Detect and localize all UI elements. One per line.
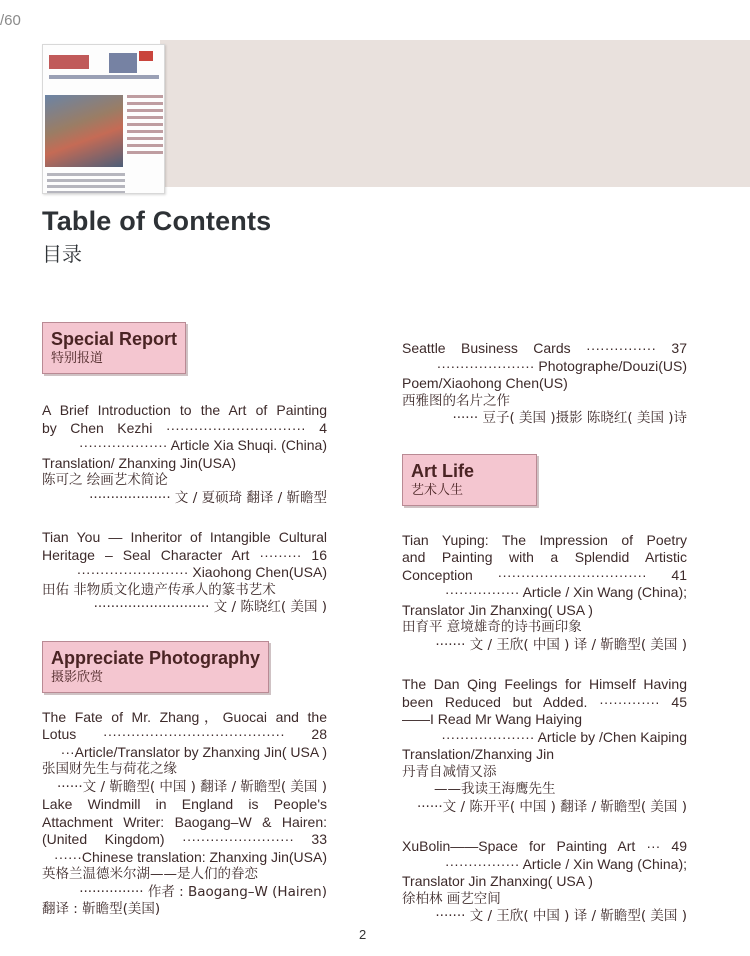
magazine-cover-thumbnail: [42, 44, 165, 194]
entry-subtitle-zh: ——我读王海鹰先生: [434, 781, 556, 797]
entry-author-zh: ··························· 文 / 陈晓红( 美国 ): [93, 599, 327, 615]
cover-subtitle-bar: [49, 75, 159, 79]
entry-author-zh: ······ 豆子( 美国 )摄影 陈晓红( 美国 )诗: [452, 410, 687, 426]
entry-author-zh: ··············· 作者 : Baogang–W (Hairen): [79, 883, 327, 900]
entry-author-line: ················ Article / Xin Wang (China);: [444, 855, 687, 872]
toc-entry-zhang-guocai[interactable]: [42, 709, 327, 919]
entry-author-zh: ··················· 文 / 夏硕琦 翻译 / 靳瞻型: [89, 489, 327, 506]
entry-translator-line: Translator Jin Zhanxing( USA ): [402, 873, 593, 889]
entry-subtitle-line: ——I Read Mr Wang Haiying: [402, 711, 582, 727]
entry-author-line: ···Article/Translator by Zhanxing Jin( USA ): [60, 743, 327, 760]
toc-entry-dan-qing-feelings[interactable]: [402, 676, 687, 816]
entry-title-zh: 陈可之 绘画艺术简论: [42, 472, 168, 488]
toc-entry-tian-you[interactable]: [42, 529, 327, 617]
right-column: [402, 340, 687, 948]
entry-translator-line: Translation/ Zhanxing Jin(USA): [42, 454, 237, 471]
toc-entry-seattle-business-cards[interactable]: [402, 340, 687, 428]
cover-footer-lines: [47, 173, 125, 194]
entry-title-line: Lotus ······································· 28: [42, 726, 327, 742]
cover-band: [160, 40, 750, 187]
section-label: Art Life: [411, 460, 474, 481]
page-number: 2: [359, 927, 367, 942]
entry-title-line: Tian You — Inheritor of Intangible Cultural: [42, 529, 327, 545]
entry-author-line: Poem/Xiaohong Chen(US): [402, 375, 568, 391]
flag-icon: [139, 51, 153, 61]
entry-author-line: ················ Article / Xin Wang (China);: [444, 584, 687, 600]
entry-title-line: by Chen Kezhi ······························ 4: [42, 419, 327, 436]
entry-title-line: The Fate of Mr. Zhang，Guocai and the: [42, 708, 327, 725]
page-title-zh: 目录: [42, 242, 82, 266]
cover-painting: [45, 95, 123, 167]
cover-logo: [49, 55, 89, 69]
section-label-zh: 艺术人生: [411, 482, 464, 498]
entry-author-line: ························ Xiaohong Chen(USA): [76, 564, 327, 580]
entry-translator-line: ······Chinese translation: Zhanxing Jin(USA): [53, 848, 327, 865]
entry-title-line: and Painting with a Splendid Artistic: [402, 549, 687, 565]
entry-translator-zh: 翻译 : 靳瞻型(美国): [42, 901, 161, 917]
section-label: Special Report: [51, 329, 178, 349]
entry-title-zh: 西雅图的名片之作: [402, 392, 510, 409]
entry-title-line: Conception ································ 41: [402, 566, 687, 583]
entry-title-zh: 田育平 意境雄奇的诗书画印象: [402, 619, 582, 635]
page-title: Table of Contents: [42, 206, 272, 236]
cover-contents-lines: [127, 95, 163, 158]
entry-title-line: Seattle Business Cards ··············· 37: [402, 340, 687, 356]
section-header-special-report: [42, 322, 186, 374]
entry-title-zh: 张国财先生与荷花之缘: [42, 761, 177, 777]
entry-title-zh: 丹青自减情又添: [402, 763, 497, 780]
entry-author-zh: ······· 文 / 王欣( 中国 ) 译 / 靳瞻型( 美国 ): [435, 636, 687, 653]
entry-author-line: ····················· Photographe/Douzi(US): [436, 357, 687, 374]
page-counter: /60: [0, 12, 21, 29]
section-label-zh: 摄影欣赏: [51, 669, 104, 685]
entry-title-line: Tian Yuping: The Impression of Poetry: [402, 531, 687, 548]
entry-translator-line: Translation/Zhanxing Jin: [402, 746, 555, 762]
toc-entry-tian-yuping[interactable]: [402, 532, 687, 655]
entry-title-line: been Reduced but Added. ············· 45: [402, 693, 687, 710]
entry-title-line: Lake Windmill in England is People's: [42, 796, 327, 812]
entry-title-line: XuBolin——Space for Painting Art ··· 49: [402, 838, 687, 854]
entry-author-zh: ······· 文 / 王欣( 中国 ) 译 / 靳瞻型( 美国 ): [435, 908, 687, 924]
entry-translator-line: Translator Jin Zhanxing( USA ): [402, 601, 593, 618]
toc-entry-xu-bolin[interactable]: [402, 838, 687, 926]
section-header-art-life: [402, 454, 537, 506]
left-column: [42, 322, 327, 941]
entry-title-line: (United Kingdom) ························ 33: [42, 831, 327, 847]
entry-author-zh: ······文 / 靳瞻型( 中国 ) 翻译 / 靳瞻型( 美国 ): [56, 778, 327, 795]
section-label-zh: 特别报道: [51, 351, 104, 366]
entry-title-line: Attachment Writer: Baogang–W & Hairen:: [42, 813, 327, 830]
cover-art-logo: [109, 53, 137, 73]
entry-title-line: A Brief Introduction to the Art of Painting: [42, 402, 327, 418]
entry-title-line: The Dan Qing Feelings for Himself Having: [402, 676, 687, 692]
section-label: Appreciate Photography: [51, 647, 261, 668]
entry-author-line: ··················· Article Xia Shuqi. (China): [78, 437, 327, 453]
section-header-appreciate-photography: [42, 641, 269, 693]
toc-entry-chen-kezhi[interactable]: [42, 402, 327, 507]
entry-author-line: ···················· Article by /Chen Kaiping: [441, 728, 687, 745]
entry-author-zh: ······文 / 陈开平( 中国 ) 翻译 / 靳瞻型( 美国 ): [416, 798, 687, 815]
entry-title-zh: 徐柏林 画艺空间: [402, 890, 501, 907]
entry-title-zh: 英格兰温德米尔湖——是人们的眷恋: [42, 866, 258, 882]
entry-title-zh: 田佑 非物质文化遗产传承人的篆书艺术: [42, 581, 276, 598]
entry-title-line: Heritage – Seal Character Art ········· 16: [42, 546, 327, 563]
